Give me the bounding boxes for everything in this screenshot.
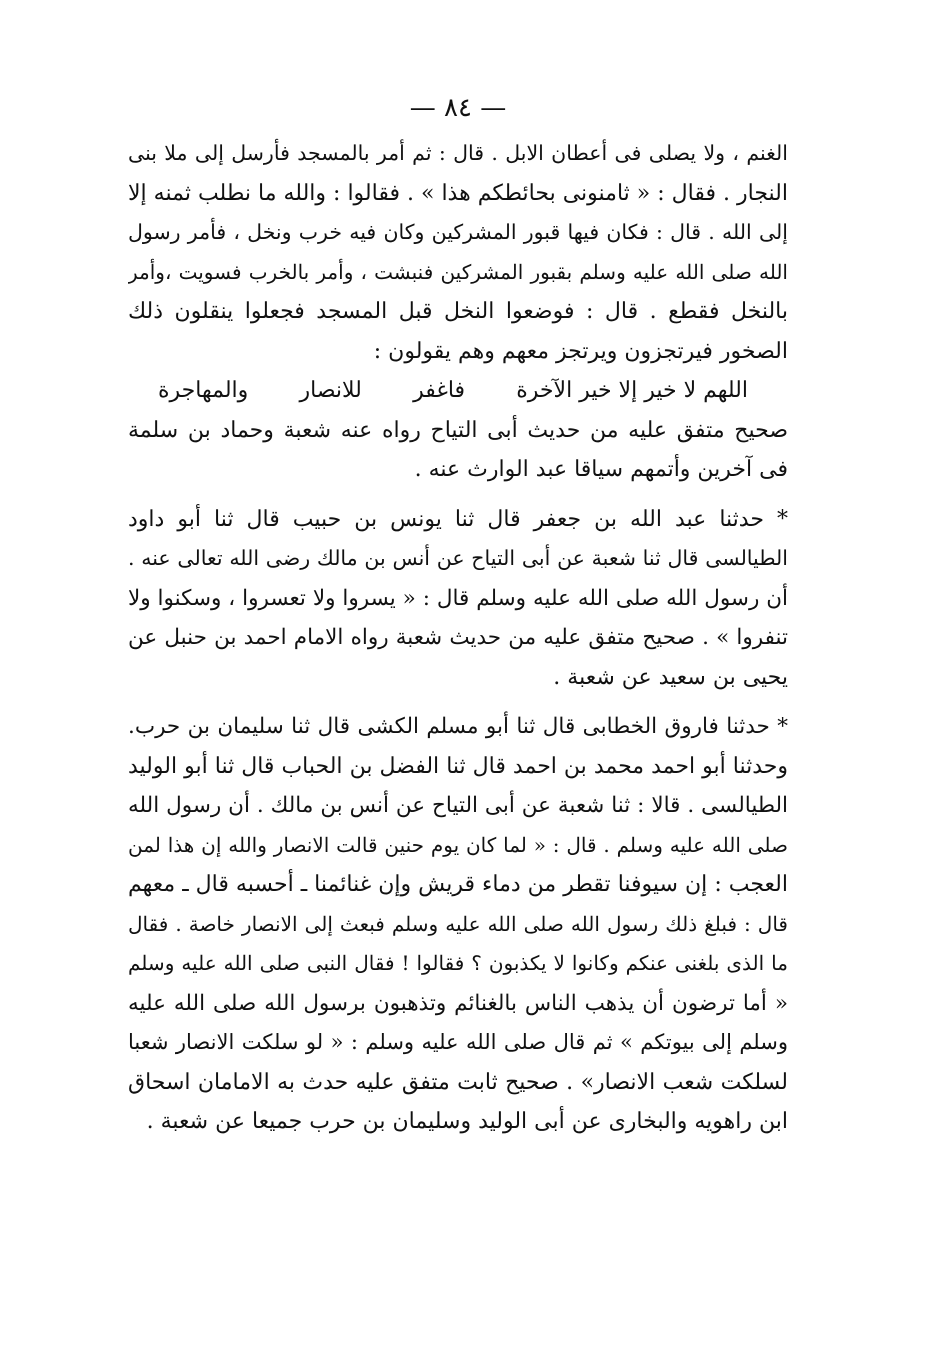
- poem-part: والمهاجرة: [158, 378, 249, 403]
- text-line: إلى الله . قال : فكان فيها قبور المشركين وكان فيه خرب ونخل ، فأمر رسول: [128, 220, 788, 244]
- text-line: العجب : إن سيوفنا تقطر من دماء قريش وإن غنائمنا ـ أحسبه قال ـ معهم: [128, 872, 788, 897]
- text-line: الطيالسى قال ثنا شعبة عن أبى التياح عن أنس بن مالك رضى الله تعالى عنه .: [128, 546, 788, 570]
- poem-part: اللهم لا خير إلا خير الآخرة: [516, 378, 748, 403]
- text-line: صلى الله عليه وسلم . قال : « لما كان يوم حنين قالت الانصار والله إن هذا لمن: [128, 832, 788, 857]
- text-line: وحدثنا أبو احمد محمد بن احمد قال ثنا الفضل بن الحباب قال ثنا أبو الوليد: [128, 753, 788, 779]
- paragraph-3: [128, 500, 788, 698]
- spacer: [128, 490, 788, 500]
- poem-verse: [128, 371, 788, 411]
- page-content: [128, 88, 788, 1142]
- page-number: — ٨٤ —: [409, 93, 507, 123]
- text-line: الطيالسى . قالا : ثنا شعبة عن أبى التياح عن أنس بن مالك . أن رسول الله: [128, 793, 788, 818]
- poem-part: فاغفر: [413, 378, 466, 403]
- text-line: وسلم إلى بيوتكم » ثم قال صلى الله عليه وسلم : « لو سلكت الانصار شعبا: [128, 1030, 788, 1054]
- text-line: ابن راهويه والبخارى عن أبى الوليد وسليمان بن حرب جميعا عن شعبة .: [146, 1109, 788, 1134]
- paragraph-1: [128, 134, 788, 371]
- text-line: * حدثنا فاروق الخطابى قال ثنا أبو مسلم الكشى قال ثنا سليمان بن حرب.: [128, 714, 788, 739]
- text-line: ما الذى بلغنى عنكم وكانوا لا يكذبون ؟ فقالوا ! فقال النبى صلى الله عليه وسلم: [128, 951, 788, 975]
- poem-part: للانصار: [299, 378, 362, 403]
- text-line: صحيح متفق عليه من حديث أبى التياح رواه عنه شعبة وحماد بن سلمة: [128, 417, 788, 443]
- text-line: الغنم ، ولا يصلى فى أعطان الابل . قال : ثم أمر بالمسجد فأرسل إلى ملا بنى: [128, 141, 788, 165]
- text-line: لسلكت شعب الانصار» . صحيح ثابت متفق عليه حدث به الامامان اسحاق: [128, 1069, 788, 1095]
- text-line: النجار . فقال : « ثامنونى بحائطكم هذا » . فقالوا : والله ما نطلب ثمنه إلا: [128, 180, 788, 206]
- text-line: أن رسول الله صلى الله عليه وسلم قال : « يسروا ولا تعسروا ، وسكنوا ولا: [128, 585, 788, 611]
- paragraph-2: [128, 411, 788, 490]
- text-line: قال : فبلغ ذلك رسول الله صلى الله عليه وسلم فبعث إلى الانصار خاصة . فقال: [128, 911, 788, 936]
- text-line: بالنخل فقطع . قال : فوضعوا النخل قبل المسجد فجعلوا ينقلون ذلك: [128, 299, 788, 324]
- text-line: الله صلى الله عليه وسلم بقبور المشركين فنبشت ، وأمر بالخرب فسويت ،وأمر: [128, 259, 788, 284]
- spacer: [128, 697, 788, 707]
- text-line: * حدثنا عبد الله بن جعفر قال ثنا يونس بن حبيب قال ثنا أبو داود: [128, 506, 788, 532]
- text-line: فى آخرين وأتمهم سياقا عبد الوارث عنه .: [414, 457, 788, 482]
- text-line: يحيى بن سعيد عن شعبة .: [553, 664, 788, 690]
- paragraph-4: [128, 707, 788, 1142]
- text-line: تنفروا » . صحيح متفق عليه من حديث شعبة رواه الامام احمد بن حنبل عن: [128, 625, 788, 650]
- text-line: « أما ترضون أن يذهب الناس بالغنائم وتذهبون برسول الله صلى الله عليه: [128, 990, 788, 1016]
- text-line: الصخور فيرتجزون ويرتجز معهم وهم يقولون :: [373, 338, 788, 364]
